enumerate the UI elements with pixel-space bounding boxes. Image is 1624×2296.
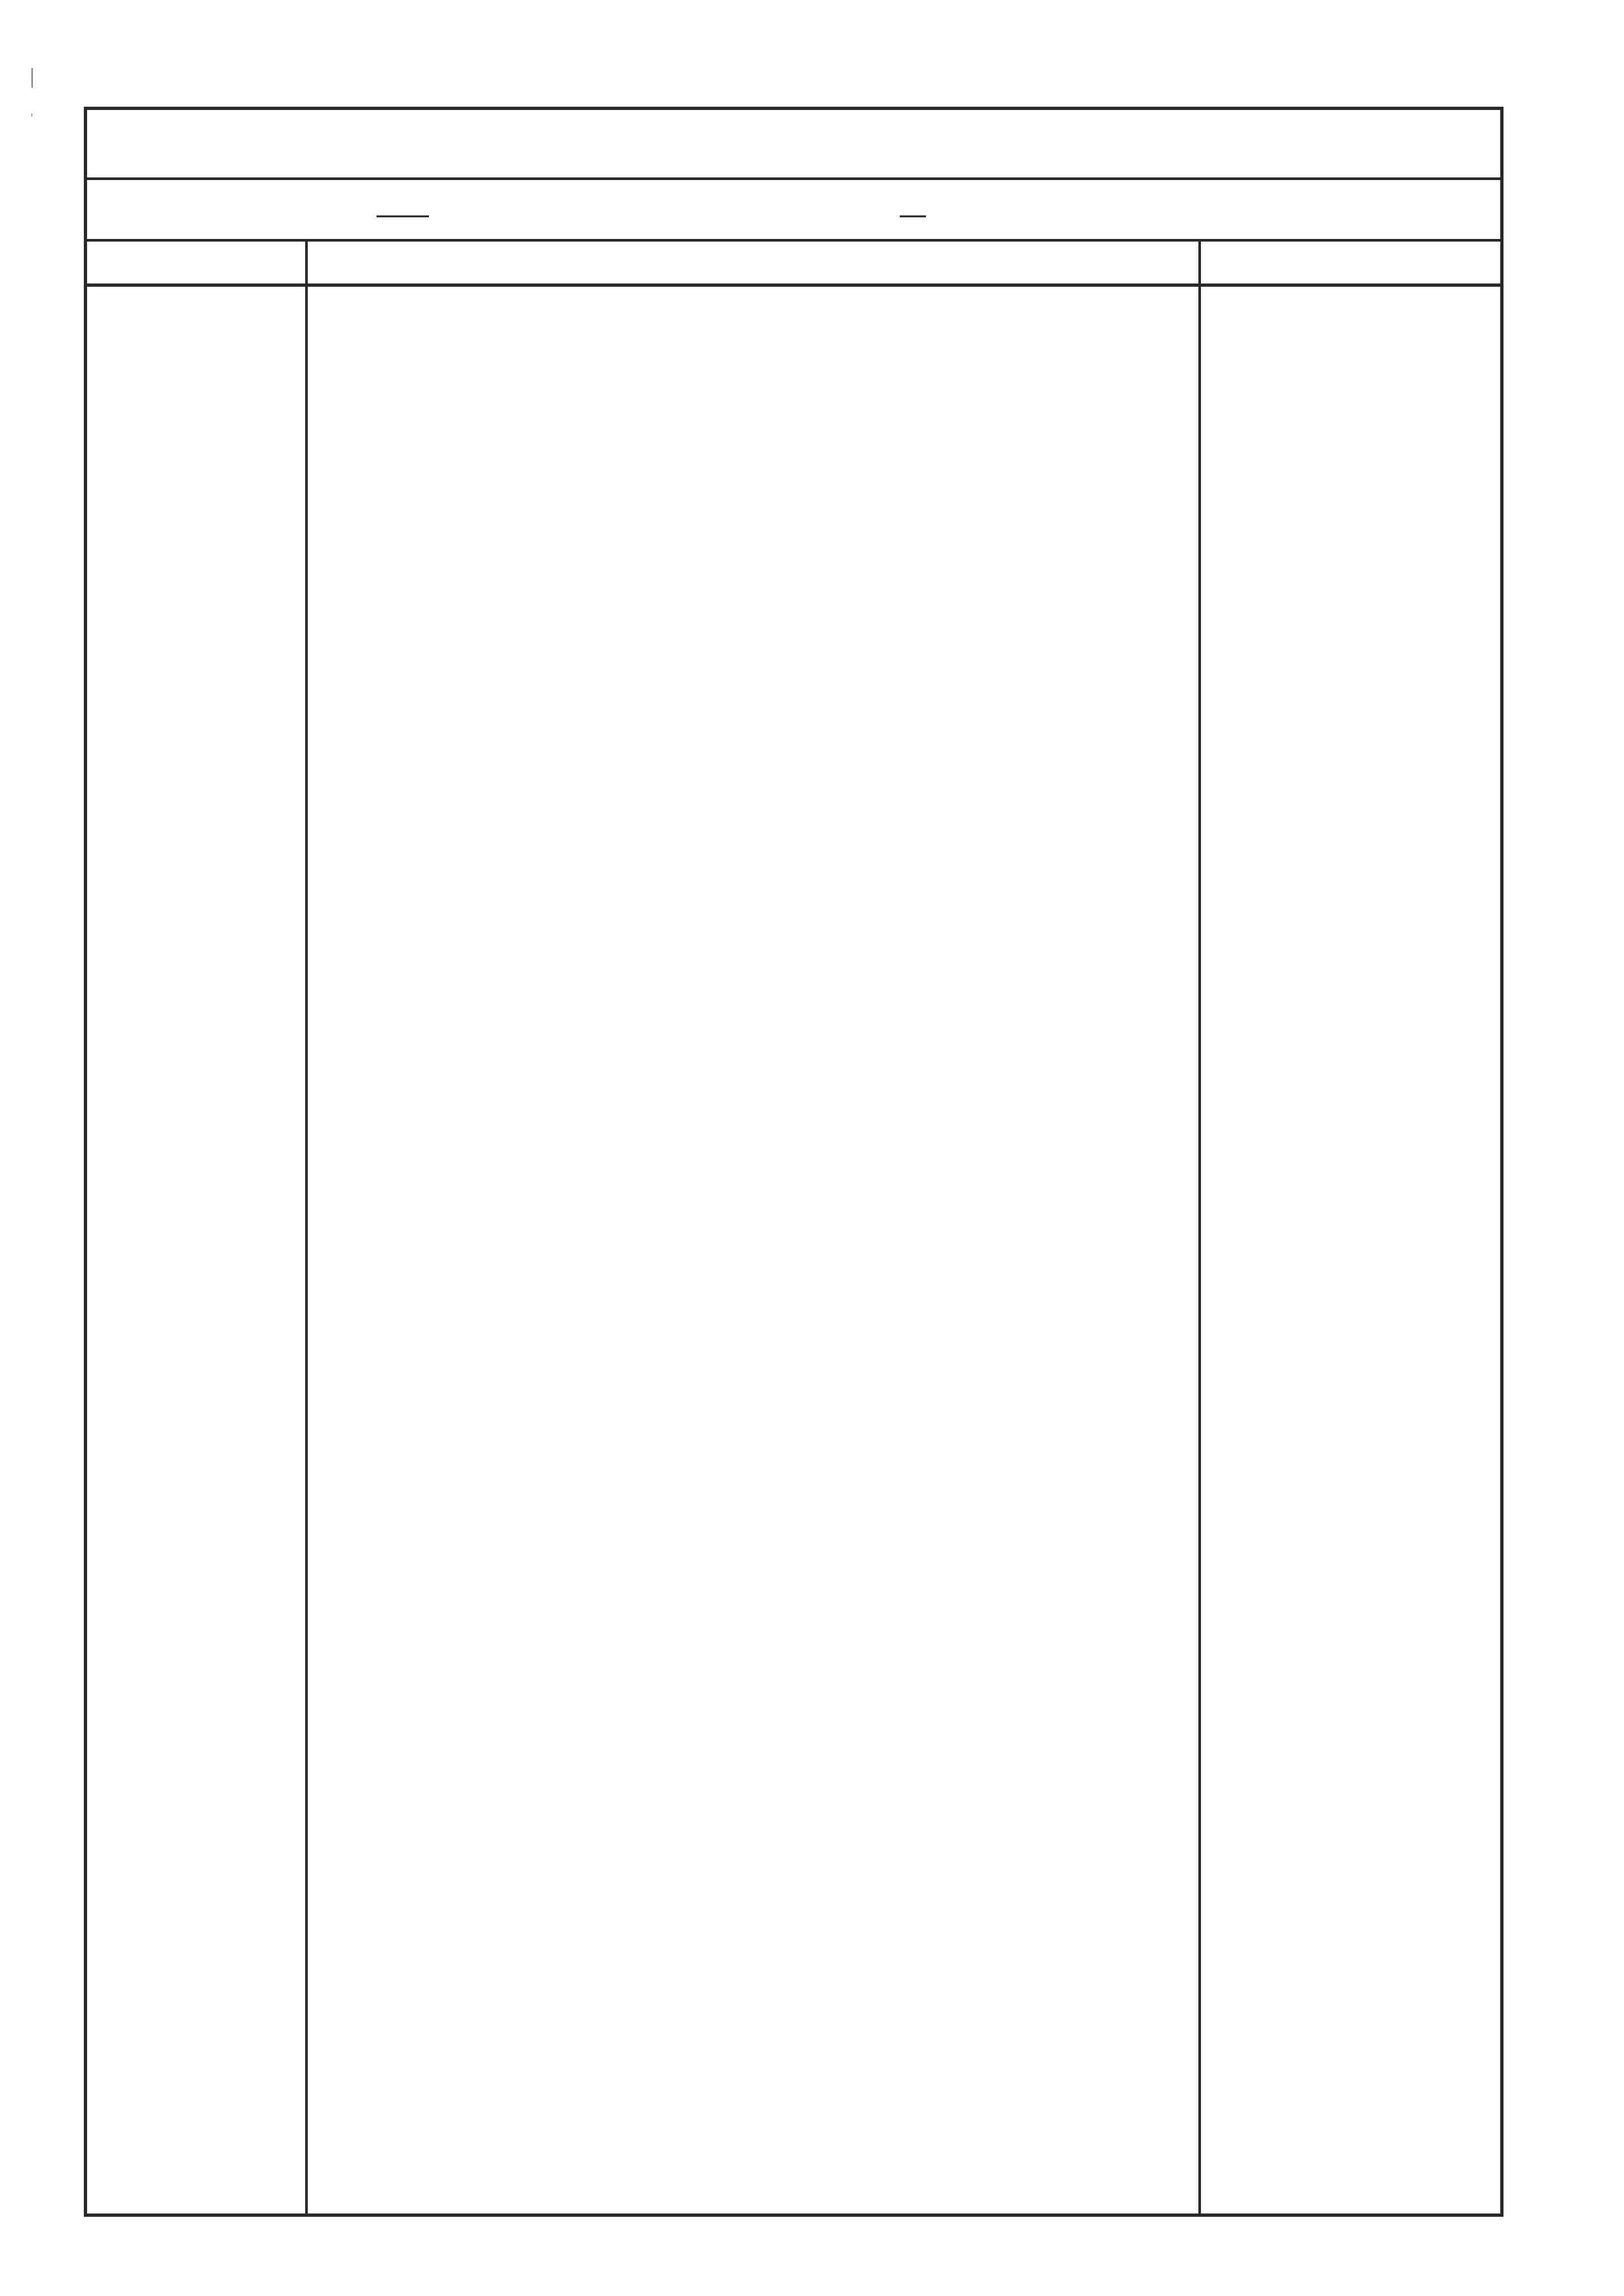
column-divider bbox=[305, 239, 308, 2214]
column-divider bbox=[1198, 239, 1201, 2214]
subject-column-header bbox=[87, 239, 305, 283]
class-field bbox=[377, 192, 429, 224]
date-field bbox=[900, 192, 926, 224]
table-header bbox=[87, 239, 1500, 287]
homework-log-form bbox=[84, 107, 1504, 2217]
class-handwritten[interactable] bbox=[377, 214, 429, 217]
scan-margin-tick: | bbox=[29, 65, 36, 88]
content-column-header bbox=[308, 239, 1198, 283]
form-title bbox=[87, 110, 1500, 180]
scan-margin-tick: ' bbox=[30, 111, 33, 125]
date-value[interactable] bbox=[900, 214, 926, 217]
due-date-column-header bbox=[1201, 239, 1500, 283]
class-date-row bbox=[87, 177, 1500, 242]
